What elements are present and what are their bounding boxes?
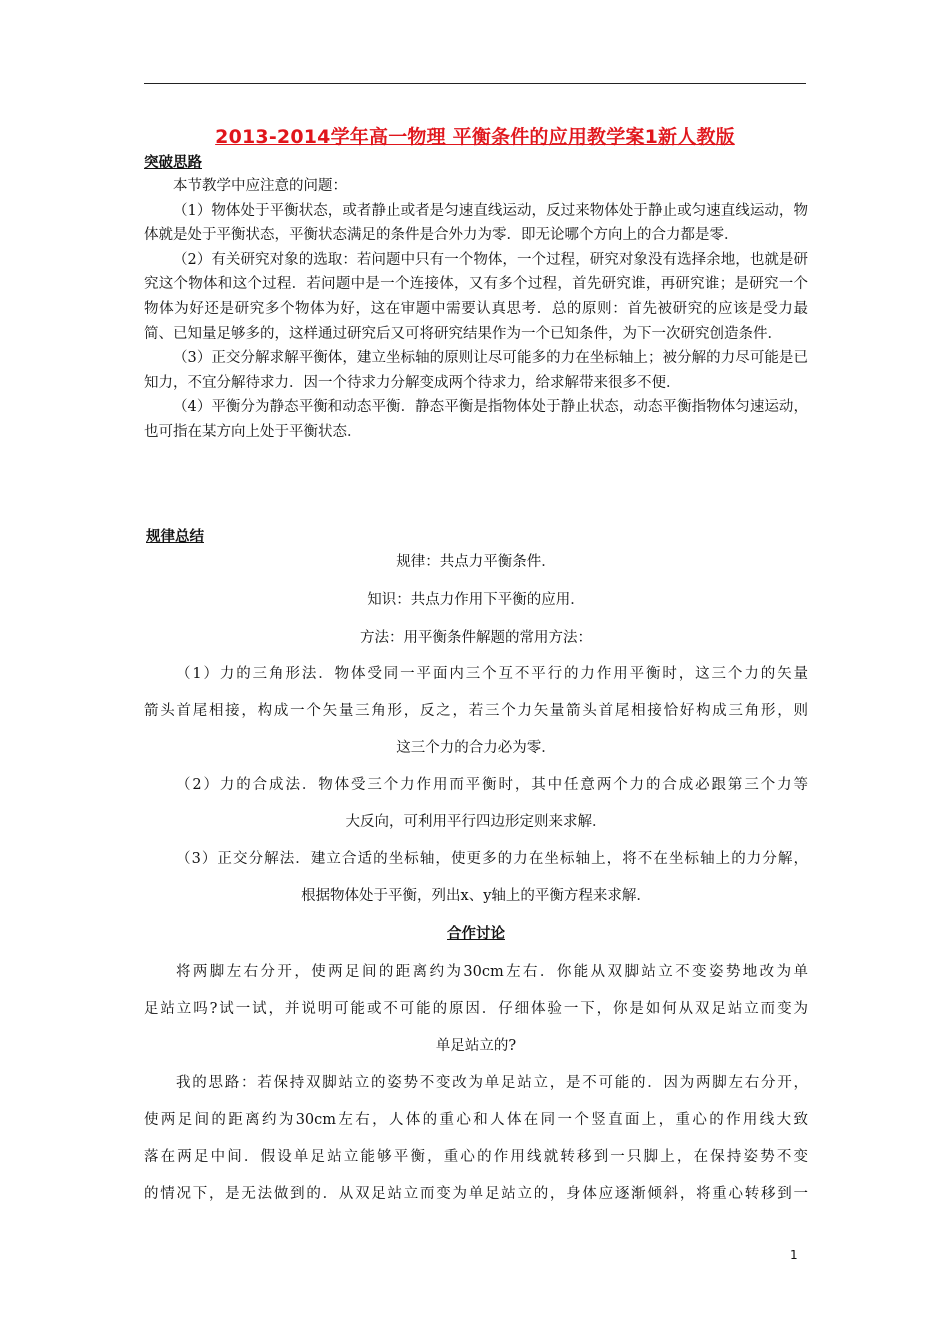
section-heading-summary: 规律总结 [146, 529, 204, 545]
header-rule [144, 83, 806, 84]
summary-knowledge: 知识：共点力作用下平衡的应用． [367, 592, 585, 608]
paragraph-intro: 本节教学中应注意的问题： [173, 178, 347, 194]
method-1-line-3: 这三个力的合力必为零． [396, 740, 556, 756]
discussion-question-line-3: 单足站立的? [435, 1038, 517, 1054]
breakthrough-body [144, 174, 808, 445]
document-title: 2013-2014学年高一物理 平衡条件的应用教学案1新人教版 [215, 126, 735, 148]
page-number: 1 [790, 1248, 798, 1262]
method-3-line-1: （3）正交分解法．建立合适的坐标轴，使更多的力在坐标轴上，将不在坐标轴上的力分解， [176, 851, 808, 867]
method-1-line-1: （1）力的三角形法．物体受同一平面内三个互不平行的力作用平衡时，这三个力的矢量 [176, 666, 808, 682]
method-3-line-2: 根据物体处于平衡，列出x、y轴上的平衡方程来求解． [301, 888, 651, 904]
paragraph-point-2: （2）有关研究对象的选取：若问题中只有一个物体，一个过程，研究对象没有选择余地，也就是研究这个物体和这个过程．若问题中是一个连接体，又有多个过程，首先研究谁，再研究谁；是研究一个物体为好还是研究多个物体为好，这在审题中需要认真思考．总的原则：首先被研究的应该是受力最简、已知量足够多的，这样通过研究后又可将研究结果作为一个已知条件，为下一次研究创造条件． [144, 251, 808, 342]
method-2-line-2: 大反向，可利用平行四边形定则来求解． [345, 814, 607, 830]
method-2-line-1: （2）力的合成法．物体受三个力作用而平衡时，其中任意两个力的合成必跟第三个力等 [176, 777, 808, 793]
section-heading-discussion: 合作讨论 [447, 926, 505, 942]
discussion-question-line-1: 将两脚左右分开，使两足间的距离约为30cm左右．你能从双脚站立不变姿势地改为单 [176, 964, 808, 980]
discussion-answer-line-1: 我的思路：若保持双脚站立的姿势不变改为单足站立，是不可能的．因为两脚左右分开， [176, 1075, 808, 1091]
paragraph-point-3: （3）正交分解求解平衡体，建立坐标轴的原则让尽可能多的力在坐标轴上；被分解的力尽可能是已知力，不宜分解待求力．因一个待求力分解变成两个待求力，给求解带来很多不便． [144, 350, 808, 391]
paragraph-point-1: （1）物体处于平衡状态，或者静止或者是匀速直线运动，反过来物体处于静止或匀速直线运动，物体就是处于平衡状态，平衡状态满足的条件是合外力为零．即无论哪个方向上的合力都是零． [144, 202, 808, 244]
discussion-answer-line-3: 落在两足中间．假设单足站立能够平衡，重心的作用线就转移到一只脚上，在保持姿势不变 [144, 1149, 808, 1165]
discussion-answer-line-2: 使两足间的距离约为30cm左右，人体的重心和人体在同一个竖直面上，重心的作用线大致 [144, 1112, 808, 1128]
summary-method: 方法：用平衡条件解题的常用方法： [360, 630, 592, 646]
section-heading-breakthrough: 突破思路 [144, 155, 202, 171]
paragraph-point-4: （4）平衡分为静态平衡和动态平衡．静态平衡是指物体处于静止状态，动态平衡指物体匀速运动，也可指在某方向上处于平衡状态． [144, 399, 808, 440]
summary-rule: 规律：共点力平衡条件． [396, 554, 556, 570]
discussion-question-line-2: 足站立吗?试一试，并说明可能或不可能的原因．仔细体验一下，你是如何从双足站立而变为 [144, 1001, 808, 1017]
discussion-answer-line-4: 的情况下，是无法做到的．从双足站立而变为单足站立的，身体应逐渐倾斜，将重心转移到一 [144, 1186, 808, 1202]
method-1-line-2: 箭头首尾相接，构成一个矢量三角形，反之，若三个力矢量箭头首尾相接恰好构成三角形，则 [144, 703, 808, 719]
